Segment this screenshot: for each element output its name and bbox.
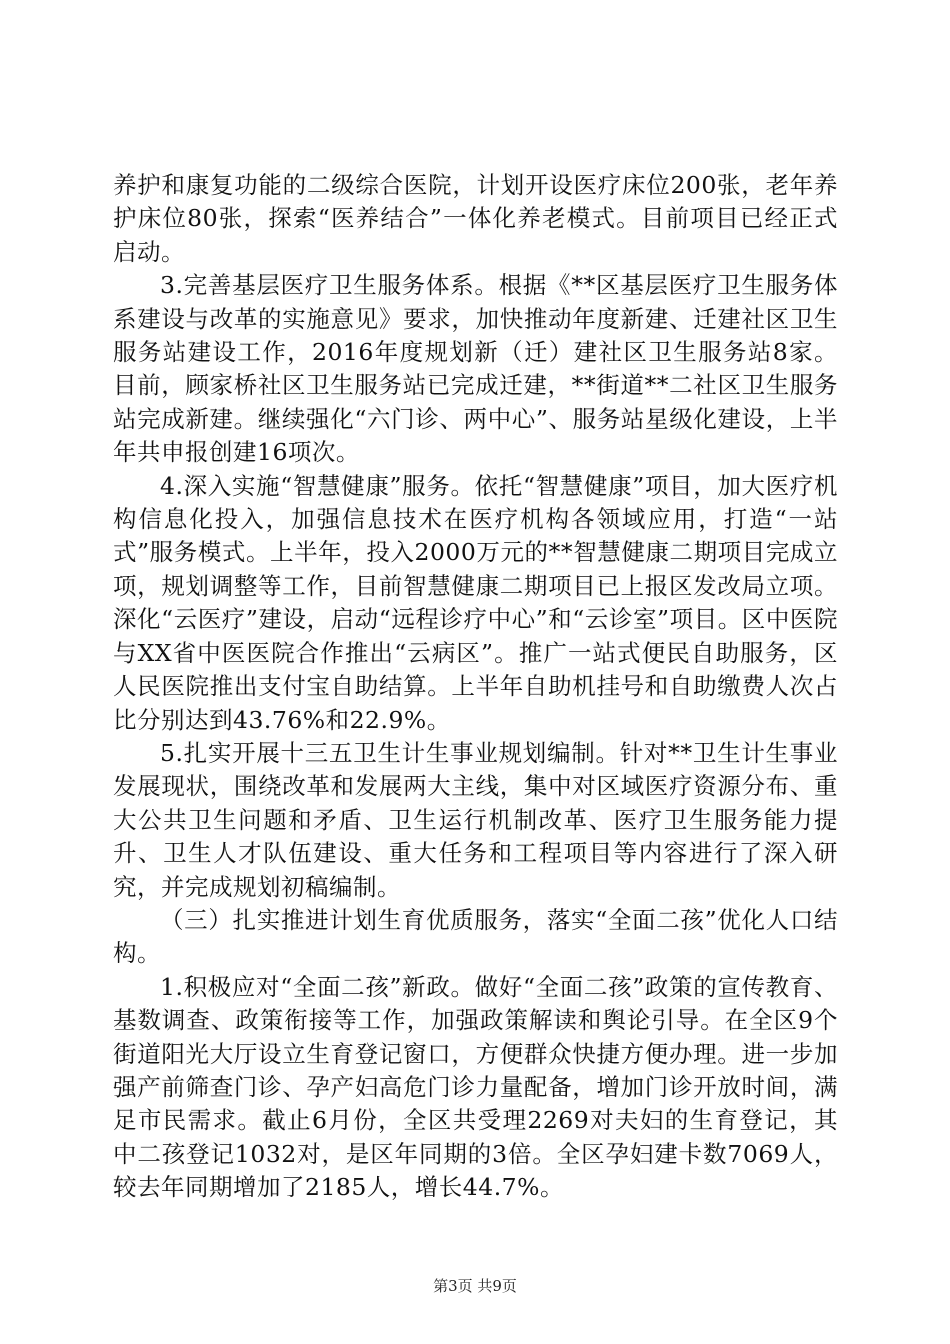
paragraph-item-3: 3.完善基层医疗卫生服务体系。根据《**区基层医疗卫生服务体系建设与改革的实施意见》要求，加快推动年度新建、迁建社区卫生服务站建设工作，2016年度规划新（迁）建社区卫生服务站8家。目前，顾家桥社区卫生服务站已完成迁建，**街道**二社区卫生服务站完成新建。继续强化“六门诊、两中心”、服务站星级化建设，上半年共申报创建16项次。: [113, 271, 838, 467]
paragraph-continuation: 养护和康复功能的二级综合医院，计划开设医疗床位200张，老年养护床位80张，探索“医养结合”一体化养老模式。目前项目已经正式启动。: [113, 171, 838, 266]
paragraph-item-1: 1.积极应对“全面二孩”新政。做好“全面二孩”政策的宣传教育、基数调查、政策衔接等工作，加强政策解读和舆论引导。在全区9个街道阳光大厅设立生育登记窗口，方便群众快捷方便办理。进一步加强产前筛查门诊、孕产妇高危门诊力量配备，增加门诊开放时间，满足市民需求。截止6月份，全区共受理2269对夫妇的生育登记，其中二孩登记1032对，是区年同期的3倍。全区孕妇建卡数7069人，较去年同期增加了2185人，增长44.7%。: [113, 972, 838, 1202]
section-heading-3: （三）扎实推进计划生育优质服务，落实“全面二孩”优化人口结构。: [113, 905, 838, 968]
page-footer: 第3页 共9页: [433, 1277, 517, 1295]
document-body: [113, 169, 838, 1205]
paragraph-item-5: 5.扎实开展十三五卫生计生事业规划编制。针对**卫生计生事业发展现状，围绕改革和发展两大主线，集中对区域医疗资源分布、重大公共卫生问题和矛盾、卫生运行机制改革、医疗卫生服务能力提升、卫生人才队伍建设、重大任务和工程项目等内容进行了深入研究，并完成规划初稿编制。: [113, 738, 838, 901]
paragraph-item-4: 4.深入实施“智慧健康”服务。依托“智慧健康”项目，加大医疗机构信息化投入，加强信息技术在医疗机构各领域应用，打造“一站式”服务模式。上半年，投入2000万元的**智慧健康二期项目完成立项，规划调整等工作，目前智慧健康二期项目已上报区发改局立项。深化“云医疗”建设，启动“远程诊疗中心”和“云诊室”项目。区中医院与XX省中医医院合作推出“云病区”。推广一站式便民自助服务，区人民医院推出支付宝自助结算。上半年自助机挂号和自助缴费人次占比分别达到43.76%和22.9%。: [113, 471, 838, 734]
